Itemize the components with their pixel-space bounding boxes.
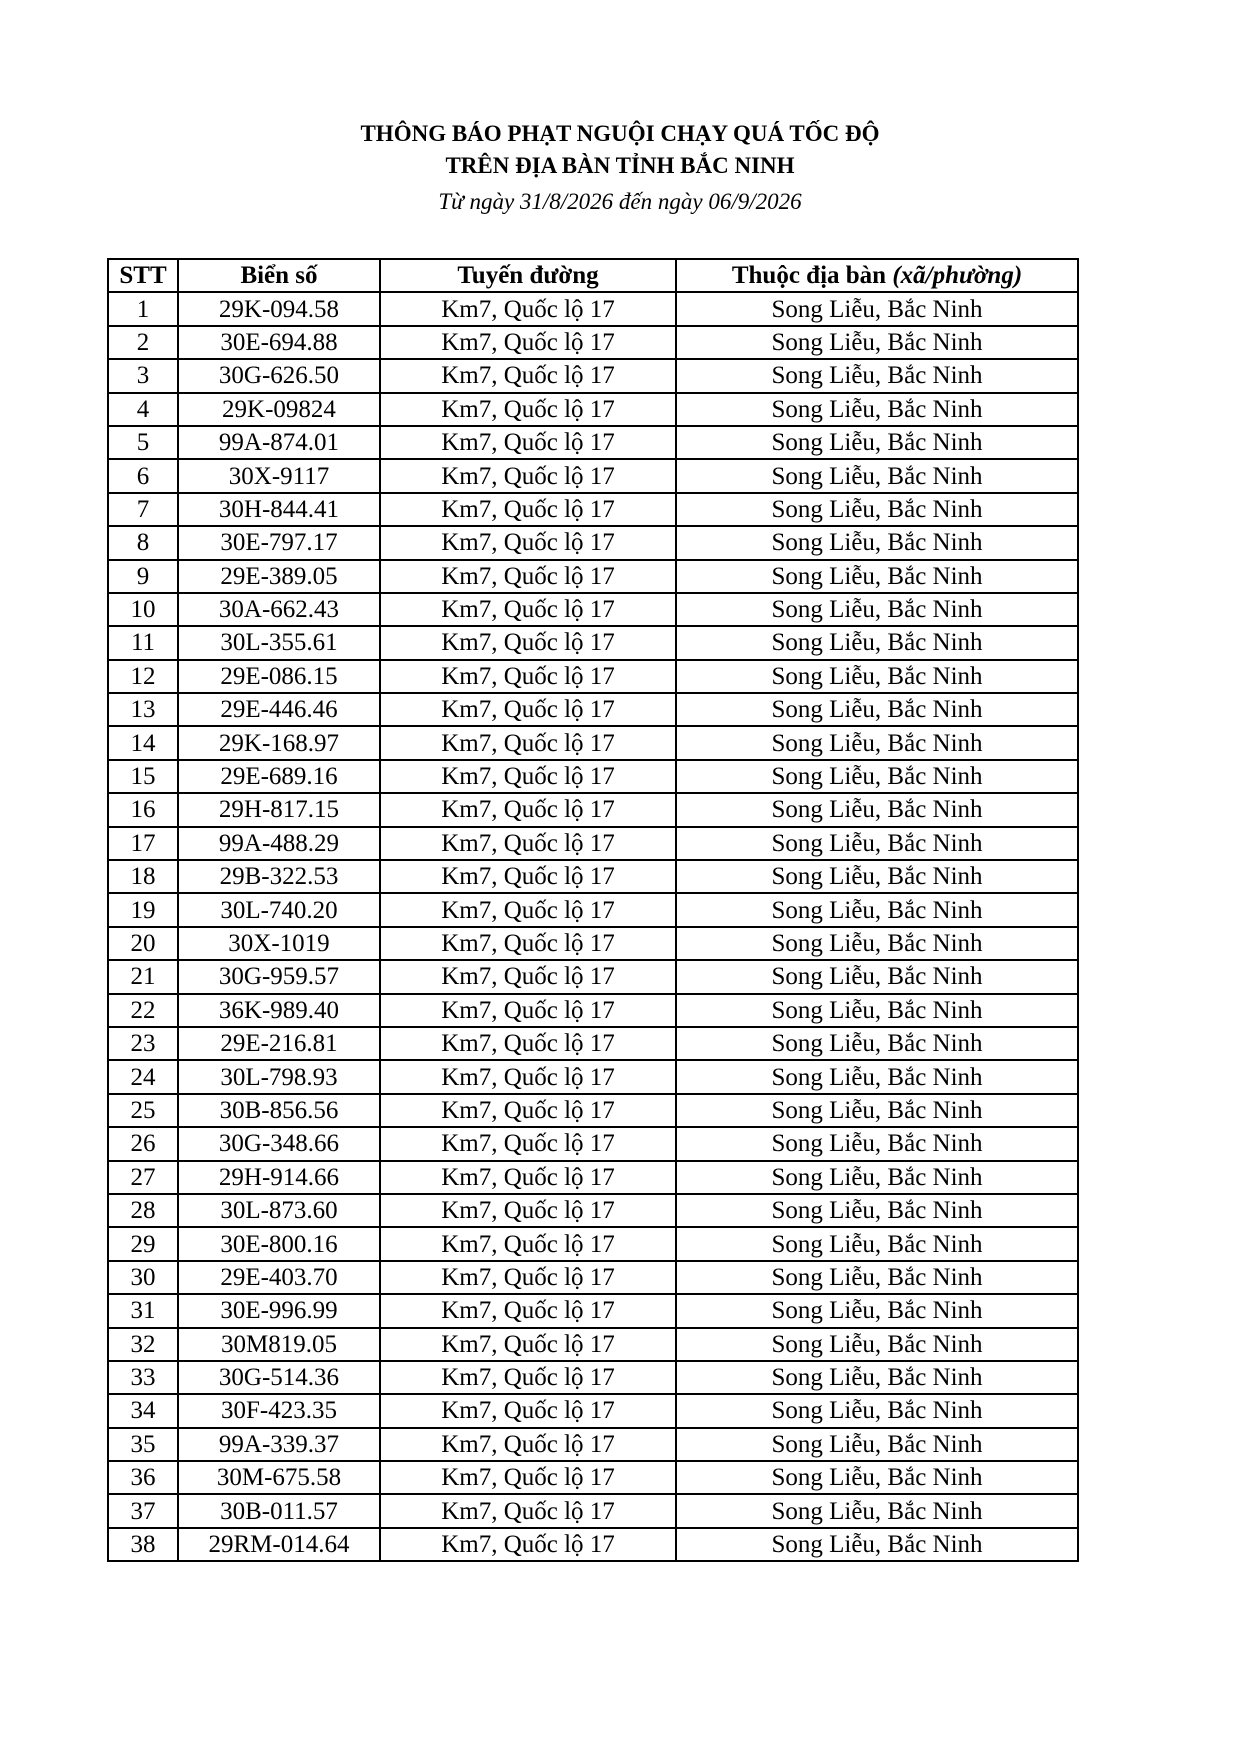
cell-route: Km7, Quốc lộ 17 (380, 793, 676, 826)
table-row (108, 1094, 1078, 1127)
cell-area: Song Liễu, Bắc Ninh (676, 359, 1078, 392)
cell-plate: 30L-740.20 (178, 893, 380, 926)
table-row (108, 827, 1078, 860)
cell-stt: 21 (108, 960, 178, 993)
cell-stt: 6 (108, 459, 178, 492)
cell-plate: 29B-322.53 (178, 860, 380, 893)
cell-area: Song Liễu, Bắc Ninh (676, 1294, 1078, 1327)
cell-stt: 7 (108, 493, 178, 526)
header-area (676, 259, 1078, 292)
cell-stt: 23 (108, 1027, 178, 1060)
cell-stt: 19 (108, 893, 178, 926)
cell-area: Song Liễu, Bắc Ninh (676, 1094, 1078, 1127)
cell-stt: 32 (108, 1328, 178, 1361)
cell-plate: 29E-389.05 (178, 560, 380, 593)
cell-plate: 30M-675.58 (178, 1461, 380, 1494)
cell-stt: 28 (108, 1194, 178, 1227)
cell-route: Km7, Quốc lộ 17 (380, 393, 676, 426)
date-range: Từ ngày 31/8/2026 đến ngày 06/9/2026 (438, 189, 802, 214)
cell-stt: 1 (108, 292, 178, 325)
table-row (108, 860, 1078, 893)
cell-area: Song Liễu, Bắc Ninh (676, 1027, 1078, 1060)
table-row (108, 1461, 1078, 1494)
cell-plate: 29RM-014.64 (178, 1528, 380, 1561)
cell-stt: 20 (108, 927, 178, 960)
cell-area: Song Liễu, Bắc Ninh (676, 660, 1078, 693)
cell-area: Song Liễu, Bắc Ninh (676, 860, 1078, 893)
cell-plate: 30E-800.16 (178, 1227, 380, 1260)
cell-area: Song Liễu, Bắc Ninh (676, 1361, 1078, 1394)
cell-area: Song Liễu, Bắc Ninh (676, 927, 1078, 960)
table-row (108, 393, 1078, 426)
table-row (108, 1194, 1078, 1227)
cell-route: Km7, Quốc lộ 17 (380, 893, 676, 926)
header-area-label: Thuộc địa bàn (731, 262, 893, 290)
cell-stt: 24 (108, 1060, 178, 1093)
cell-area: Song Liễu, Bắc Ninh (676, 693, 1078, 726)
cell-route: Km7, Quốc lộ 17 (380, 1060, 676, 1093)
cell-plate: 29E-086.15 (178, 660, 380, 693)
cell-stt: 9 (108, 560, 178, 593)
cell-route: Km7, Quốc lộ 17 (380, 1227, 676, 1260)
cell-area: Song Liễu, Bắc Ninh (676, 1328, 1078, 1361)
cell-stt: 3 (108, 359, 178, 392)
cell-route: Km7, Quốc lộ 17 (380, 560, 676, 593)
cell-route: Km7, Quốc lộ 17 (380, 1161, 676, 1194)
table-row (108, 1428, 1078, 1461)
cell-area: Song Liễu, Bắc Ninh (676, 1261, 1078, 1294)
cell-route: Km7, Quốc lộ 17 (380, 459, 676, 492)
cell-stt: 33 (108, 1361, 178, 1394)
cell-route: Km7, Quốc lộ 17 (380, 626, 676, 659)
table-row (108, 359, 1078, 392)
cell-stt: 5 (108, 426, 178, 459)
cell-route: Km7, Quốc lộ 17 (380, 1494, 676, 1527)
cell-route: Km7, Quốc lộ 17 (380, 359, 676, 392)
cell-plate: 99A-874.01 (178, 426, 380, 459)
cell-plate: 30X-1019 (178, 927, 380, 960)
cell-area: Song Liễu, Bắc Ninh (676, 560, 1078, 593)
cell-stt: 18 (108, 860, 178, 893)
table-header-row (108, 259, 1078, 292)
cell-stt: 25 (108, 1094, 178, 1127)
cell-plate: 99A-339.37 (178, 1428, 380, 1461)
cell-area: Song Liễu, Bắc Ninh (676, 459, 1078, 492)
cell-stt: 10 (108, 593, 178, 626)
cell-plate: 30X-9117 (178, 459, 380, 492)
table-row (108, 560, 1078, 593)
cell-stt: 30 (108, 1261, 178, 1294)
table-row (108, 994, 1078, 1027)
cell-area: Song Liễu, Bắc Ninh (676, 393, 1078, 426)
cell-route: Km7, Quốc lộ 17 (380, 326, 676, 359)
cell-plate: 29E-403.70 (178, 1261, 380, 1294)
table-row (108, 1494, 1078, 1527)
document-title-line2: TRÊN ĐỊA BÀN TỈNH BẮC NINH (445, 153, 795, 178)
cell-area: Song Liễu, Bắc Ninh (676, 1394, 1078, 1427)
table-row (108, 1528, 1078, 1561)
cell-plate: 30G-514.36 (178, 1361, 380, 1394)
cell-area: Song Liễu, Bắc Ninh (676, 1494, 1078, 1527)
cell-route: Km7, Quốc lộ 17 (380, 760, 676, 793)
cell-route: Km7, Quốc lộ 17 (380, 1261, 676, 1294)
table-row (108, 526, 1078, 559)
cell-area: Song Liễu, Bắc Ninh (676, 1060, 1078, 1093)
cell-plate: 29E-446.46 (178, 693, 380, 726)
cell-stt: 31 (108, 1294, 178, 1327)
table-row (108, 1227, 1078, 1260)
cell-plate: 30L-798.93 (178, 1060, 380, 1093)
cell-route: Km7, Quốc lộ 17 (380, 827, 676, 860)
document-header (0, 118, 1240, 218)
table-row (108, 927, 1078, 960)
table-row (108, 726, 1078, 759)
cell-area: Song Liễu, Bắc Ninh (676, 760, 1078, 793)
cell-stt: 17 (108, 827, 178, 860)
cell-route: Km7, Quốc lộ 17 (380, 1394, 676, 1427)
cell-area: Song Liễu, Bắc Ninh (676, 593, 1078, 626)
table-row (108, 1261, 1078, 1294)
cell-plate: 30G-348.66 (178, 1127, 380, 1160)
cell-stt: 38 (108, 1528, 178, 1561)
cell-area: Song Liễu, Bắc Ninh (676, 893, 1078, 926)
cell-route: Km7, Quốc lộ 17 (380, 1194, 676, 1227)
cell-route: Km7, Quốc lộ 17 (380, 1094, 676, 1127)
violation-table (107, 258, 1079, 1562)
cell-plate: 30H-844.41 (178, 493, 380, 526)
cell-route: Km7, Quốc lộ 17 (380, 860, 676, 893)
cell-plate: 29H-817.15 (178, 793, 380, 826)
cell-route: Km7, Quốc lộ 17 (380, 660, 676, 693)
cell-plate: 30B-011.57 (178, 1494, 380, 1527)
cell-route: Km7, Quốc lộ 17 (380, 960, 676, 993)
cell-area: Song Liễu, Bắc Ninh (676, 493, 1078, 526)
cell-stt: 36 (108, 1461, 178, 1494)
cell-route: Km7, Quốc lộ 17 (380, 1361, 676, 1394)
header-plate: Biển số (178, 259, 380, 292)
cell-stt: 37 (108, 1494, 178, 1527)
cell-route: Km7, Quốc lộ 17 (380, 493, 676, 526)
cell-plate: 30E-797.17 (178, 526, 380, 559)
cell-plate: 29E-216.81 (178, 1027, 380, 1060)
cell-route: Km7, Quốc lộ 17 (380, 1027, 676, 1060)
table-row (108, 1361, 1078, 1394)
cell-stt: 35 (108, 1428, 178, 1461)
table-row (108, 1060, 1078, 1093)
cell-stt: 8 (108, 526, 178, 559)
cell-stt: 4 (108, 393, 178, 426)
cell-area: Song Liễu, Bắc Ninh (676, 326, 1078, 359)
cell-plate: 30L-873.60 (178, 1194, 380, 1227)
header-stt: STT (108, 259, 178, 292)
table-row (108, 426, 1078, 459)
table-row (108, 1027, 1078, 1060)
table-row (108, 693, 1078, 726)
cell-stt: 11 (108, 626, 178, 659)
cell-route: Km7, Quốc lộ 17 (380, 1461, 676, 1494)
cell-area: Song Liễu, Bắc Ninh (676, 1428, 1078, 1461)
cell-plate: 29K-168.97 (178, 726, 380, 759)
table-row (108, 1161, 1078, 1194)
table-row (108, 1328, 1078, 1361)
cell-area: Song Liễu, Bắc Ninh (676, 793, 1078, 826)
cell-route: Km7, Quốc lộ 17 (380, 927, 676, 960)
cell-plate: 29E-689.16 (178, 760, 380, 793)
cell-stt: 16 (108, 793, 178, 826)
cell-area: Song Liễu, Bắc Ninh (676, 726, 1078, 759)
cell-area: Song Liễu, Bắc Ninh (676, 1194, 1078, 1227)
cell-route: Km7, Quốc lộ 17 (380, 526, 676, 559)
cell-plate: 30E-996.99 (178, 1294, 380, 1327)
table-row (108, 626, 1078, 659)
table-row (108, 960, 1078, 993)
cell-plate: 30L-355.61 (178, 626, 380, 659)
table-row (108, 893, 1078, 926)
cell-stt: 22 (108, 994, 178, 1027)
cell-plate: 30F-423.35 (178, 1394, 380, 1427)
header-area-note: (xã/phường) (892, 262, 1023, 290)
cell-area: Song Liễu, Bắc Ninh (676, 1227, 1078, 1260)
cell-plate: 30B-856.56 (178, 1094, 380, 1127)
cell-route: Km7, Quốc lộ 17 (380, 593, 676, 626)
cell-route: Km7, Quốc lộ 17 (380, 1528, 676, 1561)
cell-route: Km7, Quốc lộ 17 (380, 1127, 676, 1160)
cell-area: Song Liễu, Bắc Ninh (676, 292, 1078, 325)
cell-area: Song Liễu, Bắc Ninh (676, 994, 1078, 1027)
table-row (108, 1294, 1078, 1327)
cell-route: Km7, Quốc lộ 17 (380, 292, 676, 325)
cell-area: Song Liễu, Bắc Ninh (676, 960, 1078, 993)
table-row (108, 1394, 1078, 1427)
document-title-line1: THÔNG BÁO PHẠT NGUỘI CHẠY QUÁ TỐC ĐỘ (360, 121, 880, 146)
cell-plate: 30G-626.50 (178, 359, 380, 392)
cell-plate: 99A-488.29 (178, 827, 380, 860)
cell-route: Km7, Quốc lộ 17 (380, 726, 676, 759)
table-row (108, 593, 1078, 626)
table-row (108, 459, 1078, 492)
table-row (108, 793, 1078, 826)
cell-plate: 30A-662.43 (178, 593, 380, 626)
cell-plate: 36K-989.40 (178, 994, 380, 1027)
cell-area: Song Liễu, Bắc Ninh (676, 1528, 1078, 1561)
cell-plate: 30G-959.57 (178, 960, 380, 993)
cell-stt: 29 (108, 1227, 178, 1260)
cell-stt: 12 (108, 660, 178, 693)
cell-route: Km7, Quốc lộ 17 (380, 994, 676, 1027)
header-route: Tuyến đường (380, 259, 676, 292)
cell-route: Km7, Quốc lộ 17 (380, 1428, 676, 1461)
cell-area: Song Liễu, Bắc Ninh (676, 426, 1078, 459)
table-row (108, 326, 1078, 359)
table-body (108, 292, 1078, 1561)
cell-stt: 34 (108, 1394, 178, 1427)
table-header (108, 259, 1078, 292)
cell-stt: 15 (108, 760, 178, 793)
cell-plate: 29H-914.66 (178, 1161, 380, 1194)
cell-route: Km7, Quốc lộ 17 (380, 426, 676, 459)
cell-stt: 27 (108, 1161, 178, 1194)
cell-stt: 14 (108, 726, 178, 759)
cell-stt: 13 (108, 693, 178, 726)
cell-area: Song Liễu, Bắc Ninh (676, 626, 1078, 659)
table-row (108, 493, 1078, 526)
cell-route: Km7, Quốc lộ 17 (380, 693, 676, 726)
cell-stt: 2 (108, 326, 178, 359)
cell-plate: 29K-09824 (178, 393, 380, 426)
cell-area: Song Liễu, Bắc Ninh (676, 526, 1078, 559)
cell-stt: 26 (108, 1127, 178, 1160)
cell-plate: 30E-694.88 (178, 326, 380, 359)
table-row (108, 760, 1078, 793)
cell-area: Song Liễu, Bắc Ninh (676, 1161, 1078, 1194)
cell-area: Song Liễu, Bắc Ninh (676, 827, 1078, 860)
table-row (108, 1127, 1078, 1160)
cell-area: Song Liễu, Bắc Ninh (676, 1127, 1078, 1160)
table-row (108, 660, 1078, 693)
table-row (108, 292, 1078, 325)
cell-plate: 29K-094.58 (178, 292, 380, 325)
cell-route: Km7, Quốc lộ 17 (380, 1294, 676, 1327)
cell-route: Km7, Quốc lộ 17 (380, 1328, 676, 1361)
cell-area: Song Liễu, Bắc Ninh (676, 1461, 1078, 1494)
cell-plate: 30M819.05 (178, 1328, 380, 1361)
